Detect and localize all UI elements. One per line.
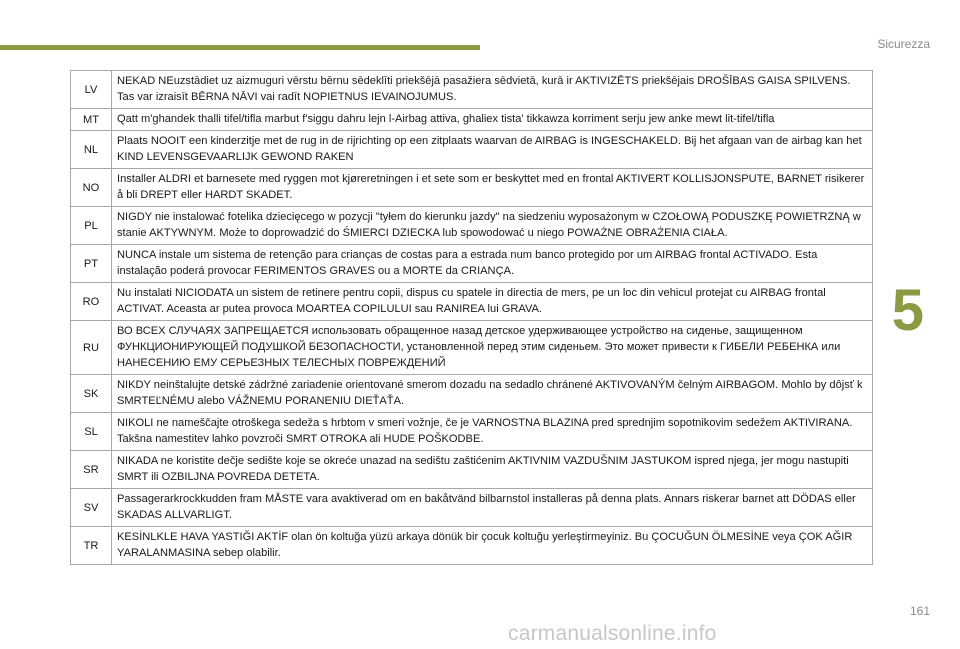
chapter-number: 5 — [891, 278, 924, 343]
warning-text: NEKAD NEuzstādiet uz aizmuguri vērstu bērnu sēdeklīti priekšējā pasažiera sēdvietā, kurā ir AKTIVIZĒTS priekšējais DROŠĪBAS GAISA SPILVENS. Tas var izraisīt BĒRNA NĀVI vai radīt NOPIETNUS IEVAINOJUMUS. — [112, 71, 873, 109]
table-row — [71, 207, 873, 245]
warning-text: Passagerarkrockkudden fram MÅSTE vara avaktiverad om en bakåtvänd bilbarnstol installeras på denna plats. Annars riskerar barnet att DÖDAS eller SKADAS ALLVARLIGT. — [112, 489, 873, 527]
table-row — [71, 131, 873, 169]
table-row — [71, 527, 873, 565]
table-row — [71, 71, 873, 109]
language-code: PL — [71, 207, 112, 245]
table-row — [71, 413, 873, 451]
warning-text: Nu instalati NICIODATA un sistem de retinere pentru copii, dispus cu spatele in directia de mers, pe un loc din vehicul protejat cu AIRBAG frontal ACTIVAT. Aceasta ar putea provoca MOARTEA COPILULUI sau RANIREA lui GRAVA. — [112, 283, 873, 321]
table-row — [71, 489, 873, 527]
table-row — [71, 109, 873, 131]
language-code: RO — [71, 283, 112, 321]
warning-text: NIKDY neinštalujte detské zádržné zariadenie orientované smerom dozadu na sedadlo chránené AKTIVOVANÝM čelným AIRBAGOM. Mohlo by dôjsť k SMRTEĽNÉMU alebo VÁŽNEMU PORANENIU DIEŤAŤA. — [112, 375, 873, 413]
table-row — [71, 283, 873, 321]
language-code: LV — [71, 71, 112, 109]
language-code: RU — [71, 321, 112, 375]
warning-text: Plaats NOOIT een kinderzitje met de rug in de rijrichting op een zitplaats waarvan de AIRBAG is INGESCHAKELD. Bij het afgaan van de airbag kan het KIND LEVENSGEVAARLIJK GEWOND RAKEN — [112, 131, 873, 169]
warning-text: Installer ALDRI et barnesete med ryggen mot kjøreretningen i et sete som er beskyttet med en frontal AKTIVERT KOLLISJONSPUTE, BARNET risikerer å bli DREPT eller HARDT SKADET. — [112, 169, 873, 207]
warning-text: NIGDY nie instalować fotelika dziecięcego w pozycji "tyłem do kierunku jazdy" na siedzeniu wyposażonym w CZOŁOWĄ PODUSZKĘ POWIETRZNĄ w stanie AKTYWNYM. Może to doprowadzić do ŚMIERCI DZIECKA lub spowodować u niego POWAŻNE OBRAŻENIA CIAŁA. — [112, 207, 873, 245]
warning-text: NIKADA ne koristite dečje sedište koje se okreće unazad na sedištu zaštićenim AKTIVNIM VAZDUŠNIM JASTUKOM ispred njega, jer mogu nastupiti SMRT ili OZBILJNA POVREDA DETETA. — [112, 451, 873, 489]
section-title: Sicurezza — [877, 37, 930, 51]
warning-text: ВО ВСЕХ СЛУЧАЯХ ЗАПРЕЩАЕТСЯ использовать обращенное назад детское удерживающее устройство на сиденье, защищенном ФУНКЦИОНИРУЮЩЕЙ ПОДУШКОЙ БЕЗОПАСНОСТИ, установленной перед этим сиденьем. Это может привести к ГИБЕЛИ РЕБЕНКА или НАНЕСЕНИЮ ЕМУ СЕРЬЕЗНЫХ ТЕЛЕСНЫХ ПОВРЕЖДЕНИЙ — [112, 321, 873, 375]
table-row — [71, 321, 873, 375]
warning-text: KESİNLKLE HAVA YASTIĞI AKTİF olan ön koltuğa yüzü arkaya dönük bir çocuk koltuğu yerleştirmeyiniz. Bu ÇOCUĞUN ÖLMESİNE veya ÇOK AĞIR YARALANMASINA sebep olabilir. — [112, 527, 873, 565]
watermark: carmanualsonline.info — [508, 622, 717, 645]
warning-text: NUNCA instale um sistema de retenção para crianças de costas para a estrada num banco protegido por um AIRBAG frontal ACTIVADO. Esta instalação poderá provocar FERIMENTOS GRAVES ou a MORTE da CRIANÇA. — [112, 245, 873, 283]
airbag-warning-table — [70, 70, 873, 565]
table-row — [71, 245, 873, 283]
language-code: SK — [71, 375, 112, 413]
language-code: SL — [71, 413, 112, 451]
header-accent-bar — [0, 45, 480, 50]
warning-text: NIKOLI ne nameščajte otroškega sedeža s hrbtom v smeri vožnje, če je VARNOSTNA BLAZINA pred sprednjim sopotnikovim sedežem AKTIVIRANA. Takšna namestitev lahko povzroči SMRT OTROKA ali HUDE POŠKODBE. — [112, 413, 873, 451]
table-row — [71, 169, 873, 207]
language-code: MT — [71, 109, 112, 131]
language-code: TR — [71, 527, 112, 565]
language-code: PT — [71, 245, 112, 283]
table-row — [71, 451, 873, 489]
language-code: NL — [71, 131, 112, 169]
language-code: SR — [71, 451, 112, 489]
language-code: SV — [71, 489, 112, 527]
warning-text: Qatt m'ghandek thalli tifel/tifla marbut f'siggu dahru lejn l-Airbag attiva, ghaliex tista' tikkawza korriment serju jew anke mewt lit-tifel/tifla — [112, 109, 873, 131]
page-number: 161 — [909, 604, 930, 618]
language-code: NO — [71, 169, 112, 207]
table-row — [71, 375, 873, 413]
